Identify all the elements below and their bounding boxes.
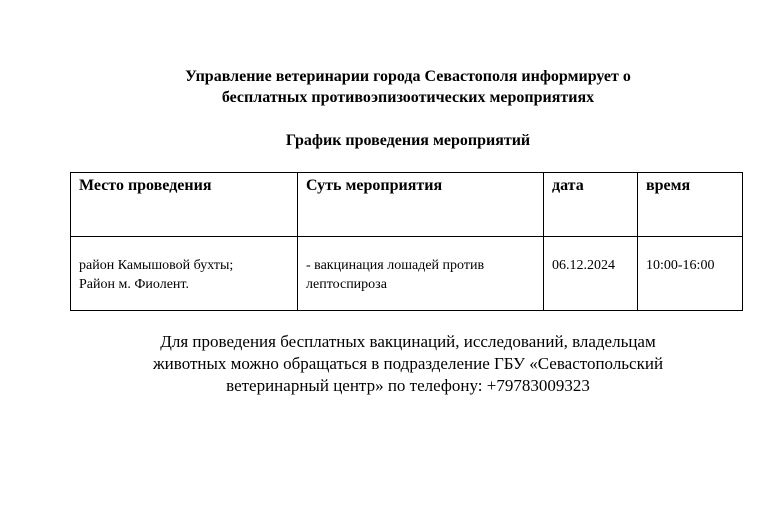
table-row <box>71 237 743 311</box>
header-time: время <box>638 173 743 237</box>
place-line-1: район Камышовой бухты; <box>79 258 234 273</box>
cell-time: 10:00-16:00 <box>638 237 743 311</box>
cell-activity <box>298 237 544 311</box>
title-line-2: бесплатных противоэпизоотических мероприятиях <box>221 89 595 106</box>
header-date: дата <box>544 173 638 237</box>
footer-line-2: животных можно обращаться в подразделение ГБУ «Севастопольский <box>152 354 664 373</box>
cell-date: 06.12.2024 <box>544 237 638 311</box>
cell-place <box>71 237 298 311</box>
footer-line-3: ветеринарный центр» по телефону: +79783009323 <box>226 376 590 395</box>
schedule-heading: График проведения мероприятий <box>285 132 531 149</box>
schedule-table <box>70 172 743 311</box>
place-line-2: Район м. Фиолент. <box>79 277 189 292</box>
header-place: Место проведения <box>71 173 298 237</box>
footer-line-1: Для проведения бесплатных вакцинаций, исследований, владельцам <box>160 332 656 351</box>
document-title <box>100 66 716 108</box>
table-header-row <box>71 173 743 237</box>
activity-line-1: - вакцинация лошадей против <box>306 258 485 273</box>
header-activity: Суть мероприятия <box>298 173 544 237</box>
title-line-1: Управление ветеринарии города Севастополя информирует о <box>185 68 631 85</box>
activity-line-2: лептоспироза <box>306 277 387 292</box>
contact-note <box>90 331 726 397</box>
